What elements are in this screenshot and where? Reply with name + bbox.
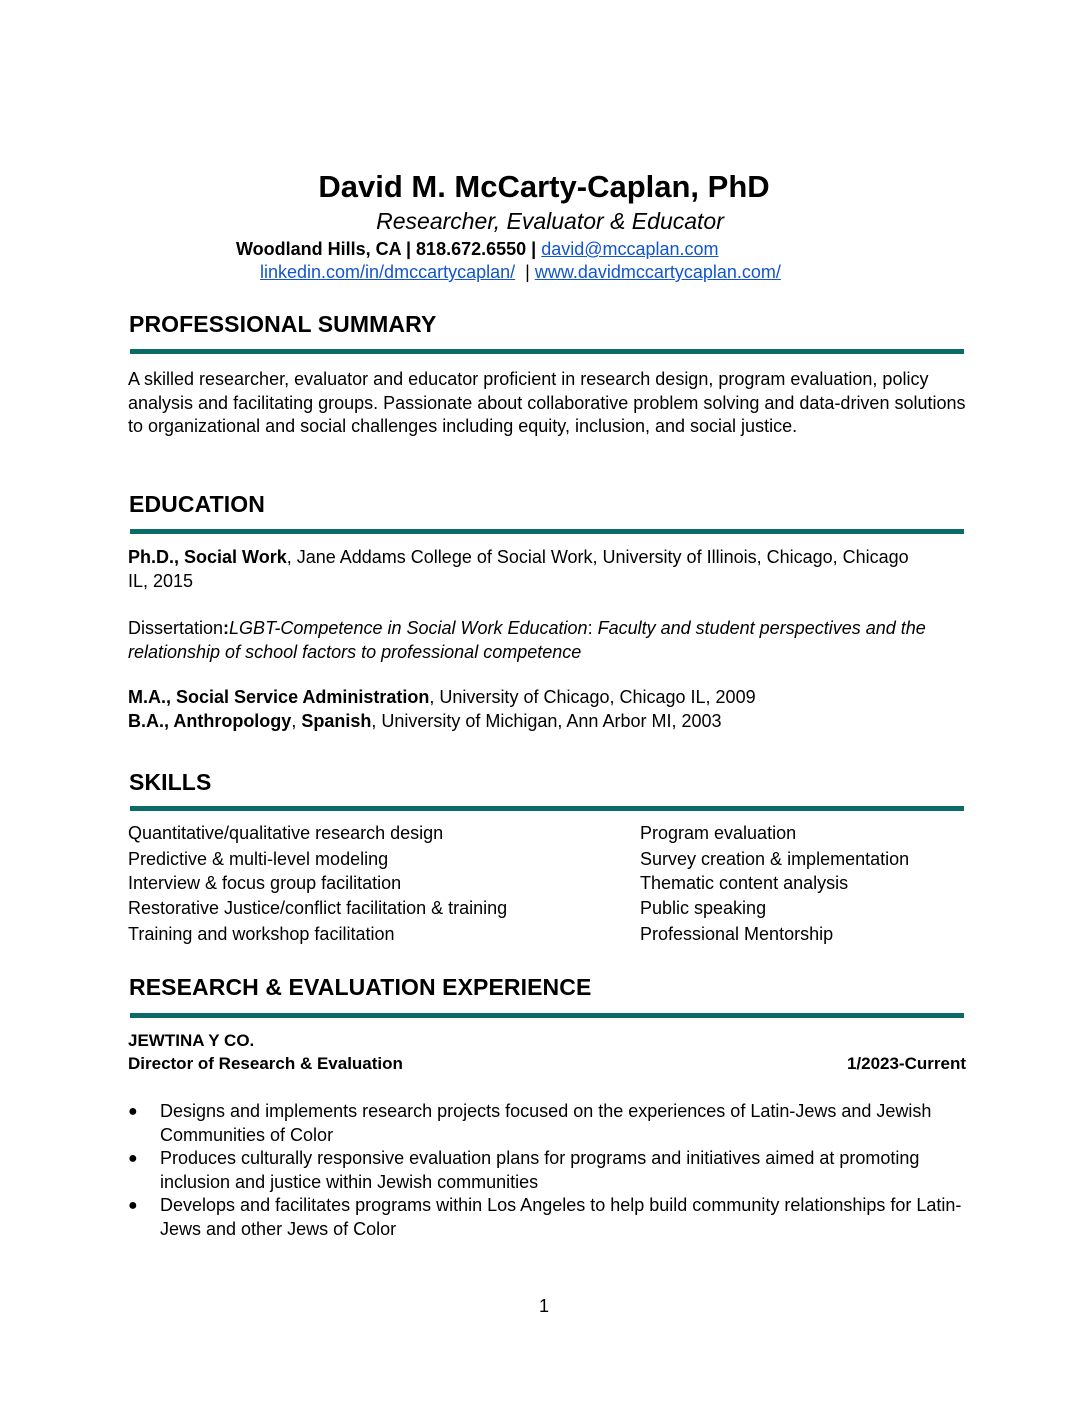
bullet-icon: ●: [128, 1150, 138, 1167]
bullet-icon: ●: [128, 1197, 138, 1214]
email-link[interactable]: david@mccaplan.com: [541, 239, 719, 259]
skill-item: Thematic content analysis: [640, 873, 849, 893]
links-line: [260, 261, 781, 284]
degree-ba-2: Spanish: [301, 711, 372, 731]
section-title-summary: PROFESSIONAL SUMMARY: [129, 311, 437, 337]
summary-text: A skilled researcher, evaluator and educator proficient in research design, program evaluation, policy analysis and facilitating groups. Passionate about collaborative problem solving and data-driven solutions to organizational and social challenges including equity, inclusion, and social justice.: [128, 369, 966, 436]
degree-ma-details: , University of Chicago, Chicago IL, 2009: [429, 687, 756, 707]
job-organization: JEWTINA Y CO.: [128, 1031, 255, 1050]
location: Woodland Hills, CA: [236, 239, 401, 259]
job-bullet: [128, 1147, 968, 1194]
dissertation-colon2: :: [587, 618, 598, 638]
education-dissertation: [128, 617, 968, 664]
dissertation-title: LGBT-Competence in Social Work Education: [229, 618, 588, 638]
education-ma: [128, 686, 968, 710]
phone: 818.672.6550: [416, 239, 527, 259]
degree-ba-sep: ,: [291, 711, 302, 731]
job-bullet: [128, 1100, 968, 1147]
job-bullet: [128, 1194, 968, 1241]
skill-item: Quantitative/qualitative research design: [128, 823, 444, 843]
job-bullets: [128, 1100, 968, 1241]
page-number: 1: [538, 1296, 549, 1316]
website-link[interactable]: www.davidmccartycaplan.com/: [534, 262, 781, 282]
degree-ba-details: , University of Michigan, Ann Arbor MI, 2003: [371, 711, 722, 731]
section-divider: [130, 529, 964, 534]
job-role: Director of Research & Evaluation: [128, 1054, 403, 1073]
education-ba: [128, 710, 968, 734]
degree-phd: Ph.D., Social Work: [128, 547, 287, 567]
section-title-experience: RESEARCH & EVALUATION EXPERIENCE: [129, 974, 592, 1000]
contact-line: [236, 238, 719, 261]
dissertation-subtitle: Faculty and student perspectives and the relationship of school factors to professional competence: [128, 618, 926, 662]
separator: |: [401, 239, 417, 259]
candidate-tagline: Researcher, Evaluator & Educator: [376, 208, 724, 234]
degree-ma: M.A., Social Service Administration: [128, 687, 430, 707]
skill-item: Public speaking: [640, 898, 767, 918]
separator: |: [526, 239, 542, 259]
skill-item: Program evaluation: [640, 823, 797, 843]
section-title-education: EDUCATION: [129, 491, 265, 517]
education-phd: [128, 546, 918, 593]
bullet-text: Develops and facilitates programs within Los Angeles to help build community relationships for Latin-Jews and other Jews of Color: [160, 1195, 962, 1239]
section-title-skills: SKILLS: [129, 769, 212, 795]
degree-ba: B.A., Anthropology: [128, 711, 292, 731]
candidate-name: David M. McCarty-Caplan, PhD: [318, 169, 770, 204]
skill-item: Survey creation & implementation: [640, 849, 910, 869]
section-divider: [130, 806, 964, 811]
section-divider: [130, 1013, 964, 1018]
resume-header: [0, 168, 1088, 282]
linkedin-link[interactable]: linkedin.com/in/dmccartycaplan/: [260, 262, 516, 282]
bullet-icon: ●: [128, 1103, 138, 1120]
skill-item: Predictive & multi-level modeling: [128, 849, 389, 869]
skill-item: Professional Mentorship: [640, 924, 834, 944]
degree-phd-details: , Jane Addams College of Social Work, University of Illinois, Chicago, Chicago IL, 2015: [128, 547, 909, 591]
skill-item: Interview & focus group facilitation: [128, 873, 402, 893]
skill-item: Restorative Justice/conflict facilitation & training: [128, 898, 508, 918]
dissertation-colon: :: [223, 618, 230, 638]
bullet-text: Produces culturally responsive evaluation plans for programs and initiatives aimed at promoting inclusion and justice within Jewish communities: [160, 1148, 920, 1192]
bullet-text: Designs and implements research projects focused on the experiences of Latin-Jews and Jewish Communities of Color: [160, 1101, 932, 1145]
separator: |: [520, 262, 535, 282]
job-dates: 1/2023-Current: [846, 1054, 966, 1073]
skill-item: Training and workshop facilitation: [128, 924, 395, 944]
section-divider: [130, 349, 964, 354]
dissertation-label: Dissertation: [128, 618, 224, 638]
